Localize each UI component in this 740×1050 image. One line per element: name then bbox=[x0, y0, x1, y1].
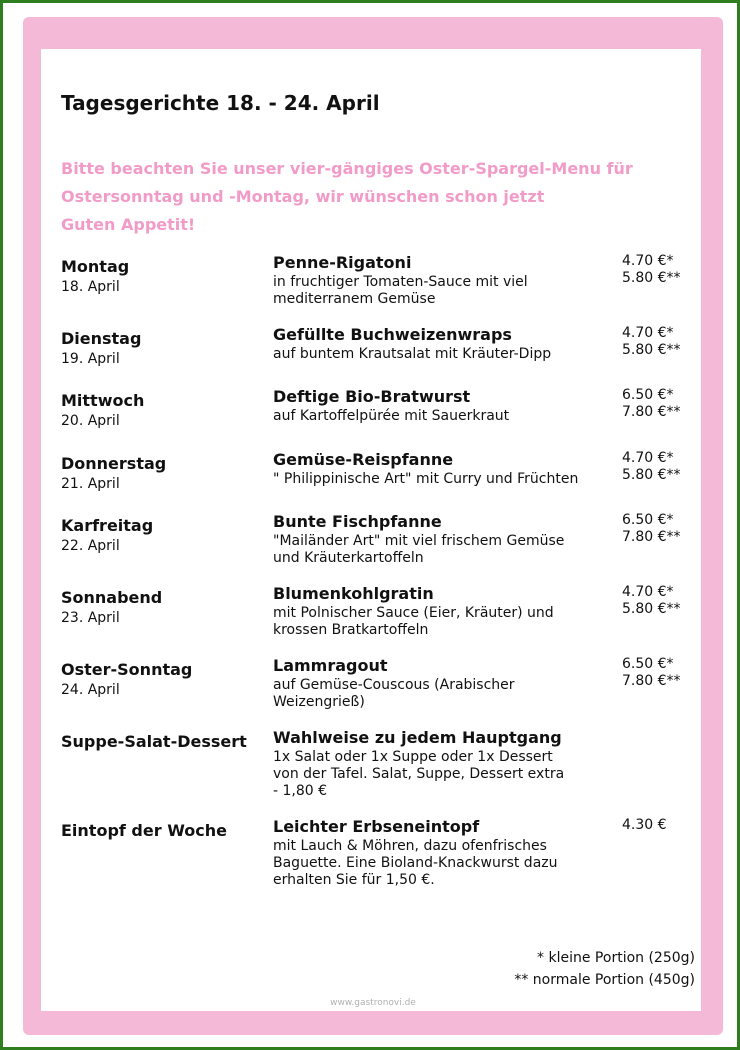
dish-description bbox=[273, 838, 608, 889]
dish-description bbox=[273, 605, 608, 639]
price-normal: 5.80 €** bbox=[622, 601, 681, 617]
date-label: 18. April bbox=[61, 279, 120, 295]
price-block bbox=[622, 387, 681, 421]
price-small: 4.70 €* bbox=[622, 253, 674, 269]
price-normal: 7.80 €** bbox=[622, 404, 681, 420]
description-line: mediterranem Gemüse bbox=[273, 291, 436, 307]
date-label: 22. April bbox=[61, 538, 120, 554]
dish-name: Bunte Fischpfanne bbox=[273, 512, 442, 531]
description-line: mit Lauch & Möhren, dazu ofenfrisches bbox=[273, 838, 547, 854]
date-label: 19. April bbox=[61, 351, 120, 367]
price-small: 6.50 €* bbox=[622, 512, 674, 528]
day-label: Dienstag bbox=[61, 329, 142, 348]
price-block bbox=[622, 512, 681, 546]
dish-name: Gemüse-Reispfanne bbox=[273, 450, 454, 469]
price-normal: 5.80 €** bbox=[622, 342, 681, 358]
price-small: 4.70 €* bbox=[622, 325, 674, 341]
page-title: Tagesgerichte 18. - 24. April bbox=[61, 91, 380, 115]
description-line: mit Polnischer Sauce (Eier, Kräuter) und bbox=[273, 605, 554, 621]
dish-description bbox=[273, 471, 608, 488]
notice-line: Guten Appetit! bbox=[61, 215, 196, 234]
description-line: - 1,80 € bbox=[273, 783, 328, 799]
dish-description bbox=[273, 408, 608, 425]
day-label: Suppe-Salat-Dessert bbox=[61, 732, 247, 751]
dish-description bbox=[273, 533, 608, 567]
date-label: 24. April bbox=[61, 682, 120, 698]
price-small: 4.70 €* bbox=[622, 584, 674, 600]
dish-description bbox=[273, 346, 608, 363]
day-label: Karfreitag bbox=[61, 516, 154, 535]
description-line: Weizengrieß) bbox=[273, 694, 365, 710]
price-block bbox=[622, 450, 681, 484]
dish-name: Deftige Bio-Bratwurst bbox=[273, 387, 471, 406]
day-label: Donnerstag bbox=[61, 454, 167, 473]
description-line: von der Tafel. Salat, Suppe, Dessert extra bbox=[273, 766, 565, 782]
notice-line: Ostersonntag und -Montag, wir wünschen schon jetzt bbox=[61, 187, 545, 206]
description-line: erhalten Sie für 1,50 €. bbox=[273, 872, 435, 888]
date-label: 21. April bbox=[61, 476, 120, 492]
price-normal: 5.80 €** bbox=[622, 467, 681, 483]
price-block bbox=[622, 817, 667, 834]
price-single: 4.30 € bbox=[622, 817, 667, 833]
price-small: 6.50 €* bbox=[622, 656, 674, 672]
description-line: und Kräuterkartoffeln bbox=[273, 550, 424, 566]
dish-name: Blumenkohlgratin bbox=[273, 584, 434, 603]
description-line: auf buntem Krautsalat mit Kräuter-Dipp bbox=[273, 346, 552, 362]
dish-name: Lammragout bbox=[273, 656, 388, 675]
description-line: auf Kartoffelpürée mit Sauerkraut bbox=[273, 408, 510, 424]
day-label: Oster-Sonntag bbox=[61, 660, 193, 679]
notice-line: Bitte beachten Sie unser vier-gängiges Oster-Spargel-Menu für bbox=[61, 159, 633, 178]
price-block bbox=[622, 584, 681, 618]
day-label: Eintopf der Woche bbox=[61, 821, 227, 840]
watermark: www.gastronovi.de bbox=[330, 998, 416, 1008]
dish-name: Penne-Rigatoni bbox=[273, 253, 412, 272]
day-label: Sonnabend bbox=[61, 588, 163, 607]
description-line: "Mailänder Art" mit viel frischem Gemüse bbox=[273, 533, 565, 549]
dish-name: Wahlweise zu jedem Hauptgang bbox=[273, 728, 562, 747]
dish-description bbox=[273, 274, 608, 308]
price-block bbox=[622, 325, 681, 359]
price-small: 6.50 €* bbox=[622, 387, 674, 403]
price-normal: 5.80 €** bbox=[622, 270, 681, 286]
date-label: 23. April bbox=[61, 610, 120, 626]
day-label: Mittwoch bbox=[61, 391, 145, 410]
footnote-small-portion: * kleine Portion (250g) bbox=[537, 950, 695, 966]
price-block bbox=[622, 656, 681, 690]
footnote-normal-portion: ** normale Portion (450g) bbox=[514, 972, 695, 988]
dish-description bbox=[273, 749, 608, 800]
description-line: " Philippinische Art" mit Curry und Früchten bbox=[273, 471, 579, 487]
description-line: Baguette. Eine Bioland-Knackwurst dazu bbox=[273, 855, 558, 871]
price-small: 4.70 €* bbox=[622, 450, 674, 466]
price-normal: 7.80 €** bbox=[622, 529, 681, 545]
dish-name: Gefüllte Buchweizenwraps bbox=[273, 325, 512, 344]
description-line: krossen Bratkartoffeln bbox=[273, 622, 429, 638]
easter-notice bbox=[61, 155, 681, 239]
portion-footnotes bbox=[514, 947, 695, 991]
description-line: in fruchtiger Tomaten-Sauce mit viel bbox=[273, 274, 528, 290]
day-label: Montag bbox=[61, 257, 130, 276]
description-line: auf Gemüse-Couscous (Arabischer bbox=[273, 677, 515, 693]
dish-name: Leichter Erbseneintopf bbox=[273, 817, 480, 836]
description-line: 1x Salat oder 1x Suppe oder 1x Dessert bbox=[273, 749, 553, 765]
price-block bbox=[622, 253, 681, 287]
date-label: 20. April bbox=[61, 413, 120, 429]
price-normal: 7.80 €** bbox=[622, 673, 681, 689]
dish-description bbox=[273, 677, 608, 711]
